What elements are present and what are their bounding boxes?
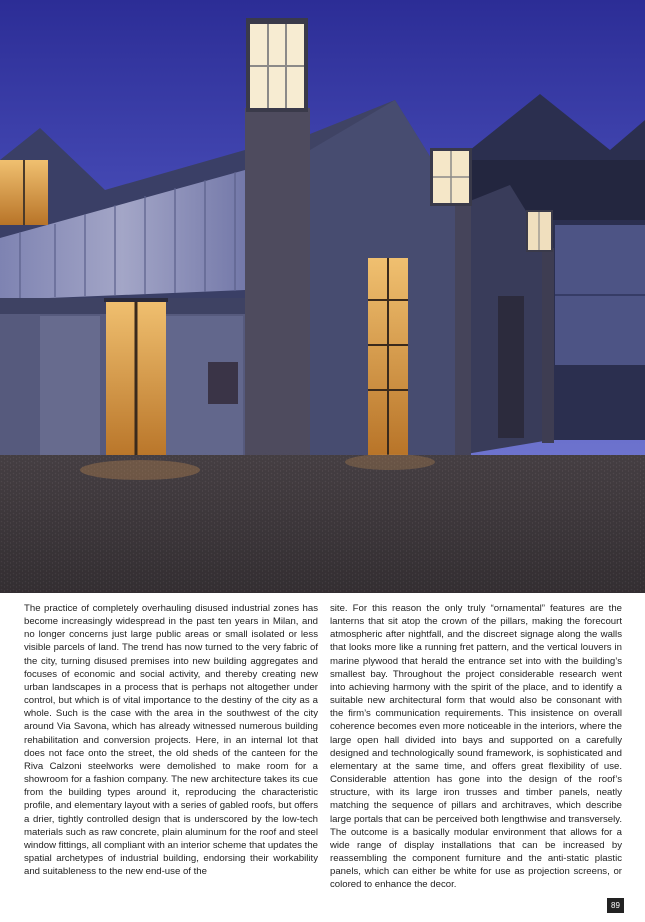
lantern-main bbox=[246, 18, 308, 112]
article-text-right: site. For this reason the only truly “ornamental” features are the lanterns that sit atop the crown of the pillars, making the forecourt atmospheric after nightfall, and the discreet signage along the walls that looks more like a running fret pattern, and the vertical louvers in marine plywood that herald the entrance set into with the building’s smallest bay. Throughout the project considerable research went into achieving harmony with the spirit of the place, and to identify a suitable new architectural form that would also be consonant with the firm’s communication requirements. This insistence on overall coherence becomes even more noticeable in the interiors, where the large open hall divided into bays and supported on a carefully designed and technologically sound framework, is sophisticated and elementary at the same time, and offers great flexibility of use. Considerable attention has gone into the design of the roof’s structure, with its large iron trusses and timber panels, neatly matching the sequence of pillars and architraves, which describe large portals that can be perceived both lengthwise and transversely. The outcome is a basically modular environment that allows for a wide range of display installations that can be increased by reassembling the component furniture and the anti-static plastic panels, which can either be white for use as projection screens, or colored to enhance the decor. bbox=[330, 603, 622, 891]
pillar-2 bbox=[455, 200, 471, 455]
lantern-3 bbox=[526, 210, 553, 252]
page-number: 89 bbox=[607, 898, 624, 913]
main-pillar bbox=[245, 108, 310, 470]
article-column-left bbox=[24, 602, 318, 878]
pillar-3 bbox=[542, 248, 554, 443]
article-column-right bbox=[330, 602, 622, 891]
article-text-left: The practice of completely overhauling disused industrial zones has become increasingly widespread in the past ten years in Milan, and no longer concerns just large public areas or small isolated or less visible parcels of land. The trend has now turned to the very fabric of the city, turning disused premises into new building aggregates and focuses of economic and social activity, and thereby creating new urban landscapes in a process that is perhaps not altogether under control, but which is of vital importance to the destiny of the city as a whole. Such is the case with the area in the southwest of the city around Via Savona, which has already witnessed numerous building rehabilitation and conversion projects. Here, in an internal lot that does not face onto the street, the old sheds of the canteen for the Riva Calzoni steelworks were demolished to make room for a showroom for a fashion company. The new architecture takes its cue from the building types around it, reproducing the characteristic profile, and elementary layout with a series of gabled roofs, but offers a drier, tightly controlled design that is underscored by the low-tech materials such as raw concrete, plain aluminum for the roof and steel window fittings, all compliant with an interior scheme that updates the spatial archetypes of industrial building, endorsing their workability and suitableness to the new end-use of the bbox=[24, 603, 318, 878]
lantern-2 bbox=[430, 148, 472, 206]
